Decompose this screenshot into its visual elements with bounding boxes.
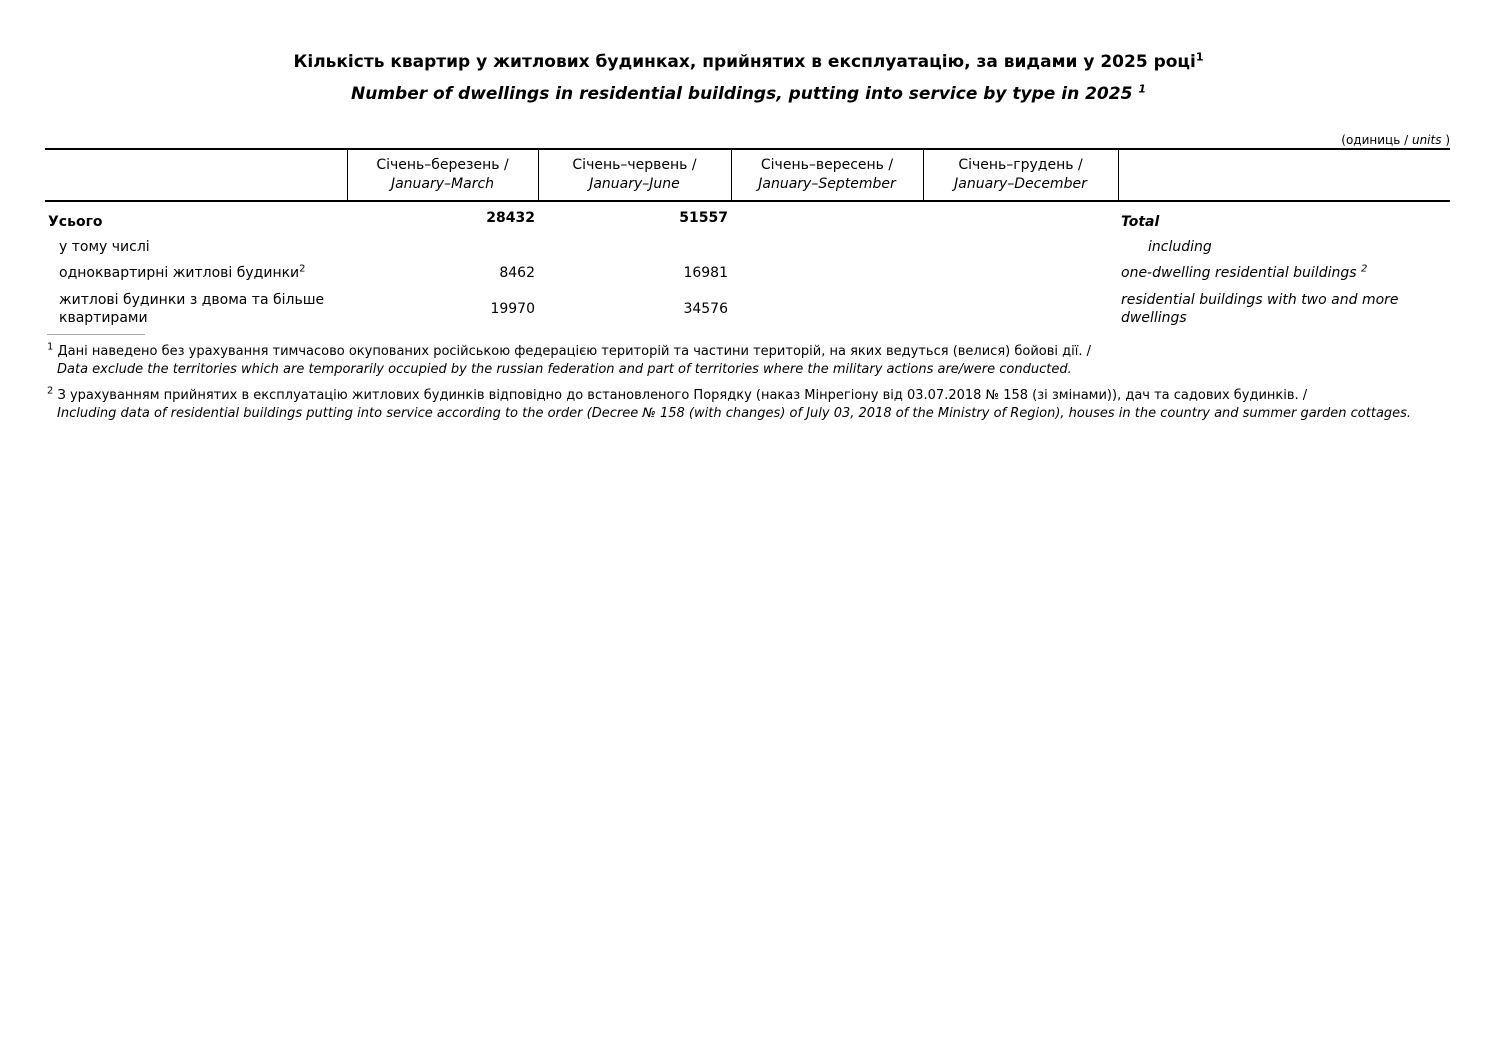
units-label [1341, 133, 1450, 147]
header-label-cell [45, 149, 347, 201]
footnote-en: Including data of residential buildings putting into service according to the order (Decree № 158 (with changes) of July 03, 2018 of the Ministry of Region), houses in the country and summer garden cottages. [57, 406, 1412, 421]
footnote-mark: 2 [1360, 263, 1368, 275]
value-cell: 28432 [486, 210, 535, 226]
column-header-uk: Січень–червень / [572, 157, 697, 173]
table-row-including [45, 237, 1450, 257]
row-label-en: residential buildings with two and more dwellings [1121, 292, 1399, 326]
column-header-q1 [347, 149, 538, 201]
row-label-en [1118, 257, 1450, 289]
column-header-9m [731, 149, 923, 201]
column-header-en: January–March [390, 176, 495, 192]
units-en: units [1411, 133, 1442, 147]
title-en-footnote-mark: 1 [1138, 82, 1146, 96]
column-header-en: January–September [758, 176, 896, 192]
value-cell [347, 237, 538, 257]
units-close: ) [1445, 133, 1450, 147]
header-label-en-cell [1118, 149, 1450, 201]
dwellings-table [45, 148, 1450, 329]
title-uk-text: Кількість квартир у житлових будинках, прийнятих в експлуатацію, за видами у 2025 році [293, 52, 1196, 72]
footnote-mark: 1 [47, 341, 54, 353]
value-cell: 19970 [490, 301, 535, 317]
column-header-uk: Січень–вересень / [760, 157, 894, 173]
page-title-uk [0, 52, 1497, 72]
units-uk: (одиниць / [1341, 133, 1409, 147]
footnote-2 [47, 387, 1427, 423]
row-label-uk: у тому числі [59, 239, 150, 255]
value-cell [731, 237, 923, 257]
title-uk-footnote-mark: 1 [1195, 50, 1204, 64]
table-row-one-dwelling [45, 257, 1450, 289]
row-label-en: including [1148, 239, 1212, 255]
value-cell [731, 201, 923, 237]
column-header-uk: Січень–грудень / [958, 157, 1083, 173]
table-row-total [45, 201, 1450, 237]
row-label-uk-text: одноквартирні житлові будинки [59, 265, 300, 281]
footnote-mark: 2 [47, 385, 54, 397]
title-en-text: Number of dwellings in residential buildings, putting into service by type in 2025 [351, 84, 1133, 104]
row-label-uk: Усього [48, 213, 103, 230]
value-cell [923, 257, 1118, 289]
column-header-en: January–December [954, 176, 1087, 192]
value-cell: 8462 [499, 265, 535, 281]
footnote-uk: З урахуванням прийнятих в експлуатацію житлових будинків відповідно до встановленого Порядку (наказ Мінрегіону від 03.07.2018 № 158 (зі змінами)), дач та садових будинків. / [57, 388, 1308, 403]
table-row-multi-dwelling [45, 289, 1450, 329]
value-cell: 34576 [683, 301, 728, 317]
value-cell [923, 289, 1118, 329]
footnote-mark: 2 [299, 263, 306, 275]
column-header-year [923, 149, 1118, 201]
table-header-row [45, 149, 1450, 201]
footnote-en: Data exclude the territories which are temporarily occupied by the russian federation and part of territories where the military actions are/were conducted. [57, 362, 1072, 377]
value-cell [731, 257, 923, 289]
footnote-uk: Дані наведено без урахування тимчасово окупованих російською федерацією територій та частини територій, на яких ведуться (велися) бойові дії. / [57, 344, 1091, 359]
value-cell: 16981 [683, 265, 728, 281]
column-header-uk: Січень–березень / [376, 157, 509, 173]
value-cell [923, 201, 1118, 237]
row-label-uk [45, 257, 347, 289]
value-cell [923, 237, 1118, 257]
value-cell [538, 237, 731, 257]
column-header-en: January–June [589, 176, 680, 192]
row-label-en-text: one-dwelling residential buildings [1121, 265, 1357, 281]
footnote-1 [47, 343, 1427, 379]
value-cell: 51557 [679, 210, 728, 226]
page-title-en [0, 84, 1497, 104]
footnote-divider [47, 334, 145, 335]
value-cell [731, 289, 923, 329]
row-label-uk: житлові будинки з двома та більше квартирами [59, 292, 325, 326]
row-label-en: Total [1121, 213, 1160, 230]
column-header-h1 [538, 149, 731, 201]
